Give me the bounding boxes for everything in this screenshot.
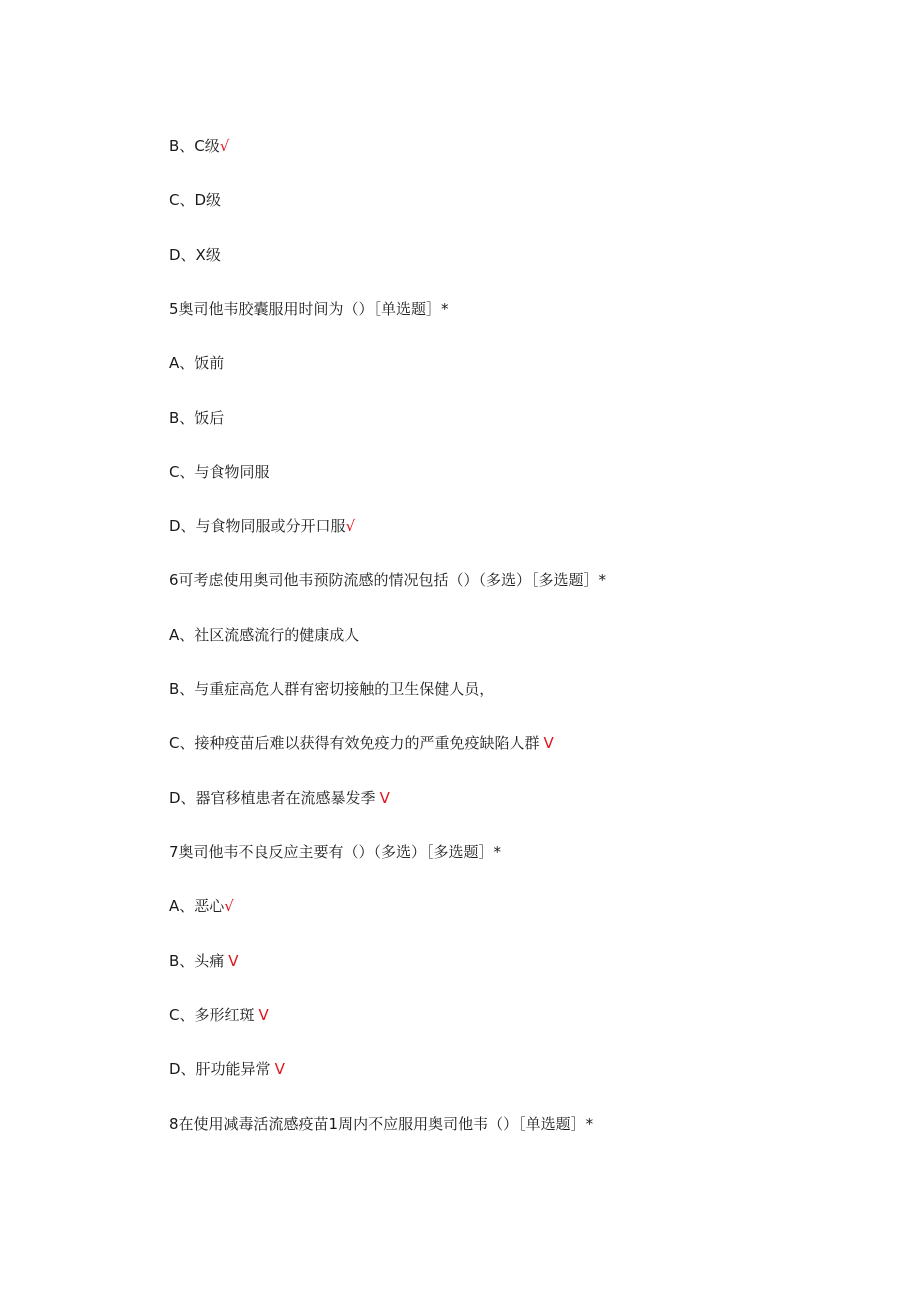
question-text: 8在使用减毒活流感疫苗1周内不应服用奥司他韦（）［单选题］* [169, 1115, 594, 1133]
checkmark-icon: V [543, 734, 554, 752]
option-b-after-meal [169, 408, 224, 428]
question-6 [169, 570, 606, 590]
checkmark-icon: V [228, 952, 239, 970]
option-text: C、多形红斑 [169, 1006, 255, 1024]
option-a-before-meal [169, 353, 224, 373]
option-text: C、D级 [169, 191, 222, 209]
option-b-headache [169, 951, 239, 971]
option-d-with-or-without-food [169, 516, 355, 536]
question-8 [169, 1114, 593, 1134]
option-text: A、饭前 [169, 354, 225, 372]
option-a-nausea [169, 896, 234, 916]
option-text: B、C级 [169, 137, 220, 155]
option-text: D、与食物同服或分开口服 [169, 517, 346, 535]
option-c-with-food [169, 462, 269, 482]
option-text: C、与食物同服 [169, 463, 270, 481]
checkmark-icon: √ [224, 897, 234, 915]
option-c-immunodeficient [169, 733, 554, 753]
option-text: A、恶心 [169, 897, 225, 915]
option-text: D、肝功能异常 [169, 1060, 271, 1078]
option-text: D、X级 [169, 246, 221, 264]
option-b-healthcare-workers [169, 679, 494, 699]
option-text: B、饭后 [169, 409, 225, 427]
option-a-healthy-adults [169, 625, 359, 645]
question-5 [169, 299, 449, 319]
checkmark-icon: √ [345, 517, 356, 535]
question-text: 5奥司他韦胶囊服用时间为（）［单选题］* [169, 300, 449, 318]
option-d-transplant-patients [169, 788, 390, 808]
option-d-liver-dysfunction [169, 1059, 285, 1079]
option-c-erythema-multiforme [169, 1005, 269, 1025]
option-text: C、接种疫苗后难以获得有效免疫力的严重免疫缺陷人群 [169, 734, 540, 752]
question-text: 7奥司他韦不良反应主要有（）（多选）［多选题］* [169, 843, 502, 861]
option-b-c-grade [169, 136, 229, 156]
option-text: B、头痛 [169, 952, 225, 970]
option-text: B、与重症高危人群有密切接触的卫生保健人员， [169, 680, 495, 698]
question-7 [169, 842, 501, 862]
checkmark-icon: V [274, 1060, 285, 1078]
option-text: A、社区流感流行的健康成人 [169, 626, 360, 644]
option-text: D、器官移植患者在流感暴发季 [169, 789, 376, 807]
option-c-d-grade [169, 190, 221, 210]
checkmark-icon: V [258, 1006, 269, 1024]
option-d-x-grade [169, 245, 221, 265]
question-text: 6可考虑使用奥司他韦预防流感的情况包括（）（多选）［多选题］* [169, 571, 607, 589]
checkmark-icon: √ [219, 137, 230, 155]
checkmark-icon: V [379, 789, 390, 807]
